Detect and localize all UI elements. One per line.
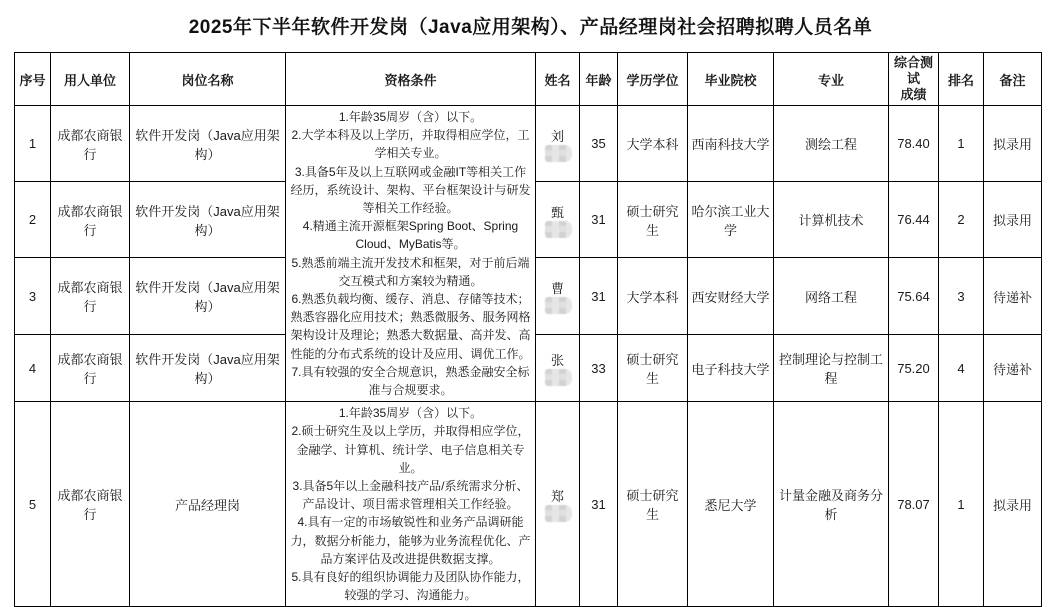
header-employer: 用人单位	[51, 53, 130, 106]
recruitment-roster-table	[14, 52, 1042, 607]
cell-qualifications-software-dev: 1.年龄35周岁（含）以下。 2.大学本科及以上学历，并取得相应学位，工学相关专业。 3.具备5年及以上互联网或金融IT等相关工作经历，系统设计、架构、平台框架设计与研发等相关工作经验。 4.精通主流开源框架Spring Boot、Spring Cloud、MyBatis等。 5.熟悉前端主流开发技术和框架，对于前后端交互模式和方案较为精通。 6.熟悉负载均衡、缓存、消息、存储等技术；熟悉容器化应用技术；熟悉微服务、服务网格架构设计及理论；熟悉大数据量、高并发、高性能的分布式系统的设计及应用、调优工作。 7.具有较强的安全合规意识，熟悉金融安全标准与合规要求。	[286, 106, 536, 402]
table-row	[15, 106, 1042, 182]
cell-score: 75.20	[889, 335, 939, 402]
cell-rank: 4	[939, 335, 984, 402]
cell-age: 31	[580, 258, 618, 335]
cell-employer: 成都农商银行	[51, 258, 130, 335]
cell-remark: 待递补	[984, 258, 1042, 335]
redacted-name-blur	[545, 145, 572, 162]
cell-employer: 成都农商银行	[51, 182, 130, 258]
cell-score: 78.40	[889, 106, 939, 182]
cell-score: 76.44	[889, 182, 939, 258]
cell-school: 哈尔滨工业大学	[688, 182, 774, 258]
cell-school: 悉尼大学	[688, 402, 774, 607]
name-surname: 曹	[550, 281, 564, 297]
cell-name	[536, 182, 580, 258]
redacted-name-blur	[545, 221, 572, 238]
redacted-name-blur	[545, 297, 572, 314]
page-title: 2025年下半年软件开发岗（Java应用架构）、产品经理岗社会招聘拟聘人员名单	[188, 17, 873, 38]
header-major: 专业	[774, 53, 889, 106]
header-remark: 备注	[984, 53, 1042, 106]
cell-remark: 拟录用	[984, 402, 1042, 607]
header-rank: 排名	[939, 53, 984, 106]
header-index: 序号	[15, 53, 51, 106]
cell-position: 软件开发岗（Java应用架构）	[130, 258, 286, 335]
cell-rank: 1	[939, 106, 984, 182]
cell-qualifications-product-manager: 1.年龄35周岁（含）以下。 2.硕士研究生及以上学历，并取得相应学位，金融学、计算机、统计学、电子信息相关专业。 3.具备5年以上金融科技产品/系统需求分析、产品设计、项目需求管理相关工作经验。 4.具有一定的市场敏锐性和业务产品调研能力，数据分析能力，能够为业务流程优化、产品方案评估及改进提供数据支撑。 5.具有良好的组织协调能力及团队协作能力，较强的学习、沟通能力。	[286, 402, 536, 607]
cell-rank: 3	[939, 258, 984, 335]
header-name: 姓名	[536, 53, 580, 106]
header-education: 学历学位	[618, 53, 688, 106]
cell-age: 31	[580, 402, 618, 607]
cell-index: 4	[15, 335, 51, 402]
cell-remark: 拟录用	[984, 106, 1042, 182]
cell-position: 软件开发岗（Java应用架构）	[130, 335, 286, 402]
cell-school: 电子科技大学	[688, 335, 774, 402]
cell-employer: 成都农商银行	[51, 106, 130, 182]
cell-remark: 待递补	[984, 335, 1042, 402]
name-surname: 张	[550, 353, 564, 369]
table-header-row	[15, 53, 1042, 106]
cell-major: 控制理论与控制工程	[774, 335, 889, 402]
cell-rank: 1	[939, 402, 984, 607]
cell-education: 大学本科	[618, 258, 688, 335]
cell-position: 软件开发岗（Java应用架构）	[130, 182, 286, 258]
cell-score: 78.07	[889, 402, 939, 607]
cell-age: 31	[580, 182, 618, 258]
cell-age: 35	[580, 106, 618, 182]
cell-name	[536, 258, 580, 335]
cell-score: 75.64	[889, 258, 939, 335]
cell-major: 计算机技术	[774, 182, 889, 258]
cell-major: 计量金融及商务分析	[774, 402, 889, 607]
cell-index: 3	[15, 258, 51, 335]
cell-school: 西安财经大学	[688, 258, 774, 335]
header-age: 年龄	[580, 53, 618, 106]
cell-school: 西南科技大学	[688, 106, 774, 182]
redacted-name-blur	[545, 369, 572, 386]
table-row	[15, 402, 1042, 607]
cell-index: 5	[15, 402, 51, 607]
cell-education: 硕士研究生	[618, 335, 688, 402]
cell-employer: 成都农商银行	[51, 335, 130, 402]
name-surname: 甄	[550, 204, 564, 220]
name-surname: 郑	[550, 489, 564, 505]
cell-education: 大学本科	[618, 106, 688, 182]
cell-age: 33	[580, 335, 618, 402]
cell-education: 硕士研究生	[618, 402, 688, 607]
name-surname: 刘	[550, 128, 564, 144]
header-position: 岗位名称	[130, 53, 286, 106]
cell-employer: 成都农商银行	[51, 402, 130, 607]
header-score: 综合测试 成绩	[889, 53, 939, 106]
cell-name	[536, 106, 580, 182]
redacted-name-blur	[545, 505, 572, 522]
cell-position: 软件开发岗（Java应用架构）	[130, 106, 286, 182]
cell-index: 1	[15, 106, 51, 182]
cell-education: 硕士研究生	[618, 182, 688, 258]
cell-rank: 2	[939, 182, 984, 258]
cell-major: 网络工程	[774, 258, 889, 335]
cell-index: 2	[15, 182, 51, 258]
header-school: 毕业院校	[688, 53, 774, 106]
header-qualifications: 资格条件	[286, 53, 536, 106]
cell-name	[536, 335, 580, 402]
cell-major: 测绘工程	[774, 106, 889, 182]
cell-position: 产品经理岗	[130, 402, 286, 607]
cell-remark: 拟录用	[984, 182, 1042, 258]
cell-name	[536, 402, 580, 607]
